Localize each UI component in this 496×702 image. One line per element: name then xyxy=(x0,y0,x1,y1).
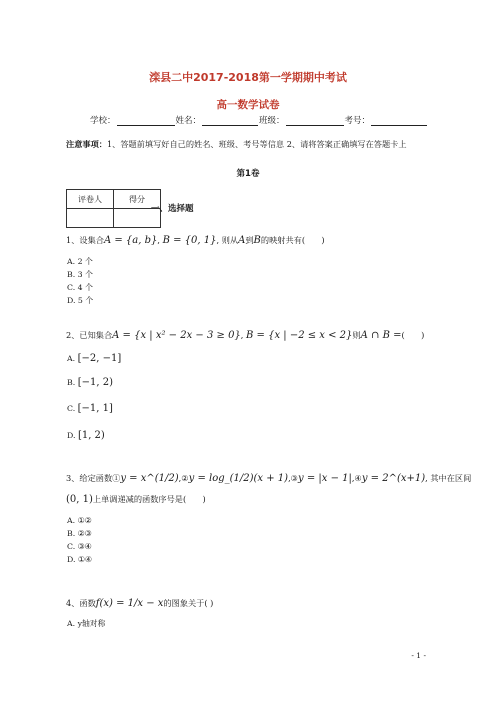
q3-interval: (0, 1) xyxy=(66,494,93,505)
q1-var-a: A xyxy=(238,235,246,246)
q1-sep: , xyxy=(157,235,163,245)
q3-text-b: , 其中在区间 xyxy=(425,473,472,483)
q1-option-a: A. 2 个 xyxy=(67,257,93,266)
q4-text-a: 4、函数 xyxy=(66,598,96,608)
q3-option-c: C. ③④ xyxy=(67,542,92,551)
q1-set-b: B = {0, 1} xyxy=(162,235,217,246)
q3-sep-2: ,③ xyxy=(288,473,299,483)
q3-option-d: D. ①④ xyxy=(67,555,92,564)
class-blank xyxy=(286,116,344,126)
q2-option-a xyxy=(67,353,121,364)
q2-set-b: B = {x | −2 ≤ x < 2} xyxy=(246,330,353,341)
notice-label: 注意事项： xyxy=(66,139,107,149)
q2-intersection: A ∩ B = xyxy=(360,330,402,341)
q1-option-b: B. 3 个 xyxy=(67,270,93,279)
q2-option-a-label: A. xyxy=(67,354,76,363)
question-3-stem-line2 xyxy=(66,494,206,505)
q2-option-b-math: [−1, 2) xyxy=(77,377,113,388)
q2-option-b xyxy=(67,377,113,388)
q2-sep: , xyxy=(240,330,247,340)
q1-option-c: C. 4 个 xyxy=(67,283,93,292)
q3-text-a: 3、给定函数① xyxy=(66,473,121,483)
exam-no-label: 考号： xyxy=(344,116,371,126)
q2-option-b-label: B. xyxy=(67,378,76,387)
grader-header: 评卷人 xyxy=(67,190,114,209)
q2-option-a-math: [−2, −1] xyxy=(77,353,122,364)
q1-text-d: 的映射共有( ) xyxy=(260,235,325,245)
q1-text-b: , 则从 xyxy=(216,235,239,245)
grader-cell xyxy=(67,209,114,228)
q3-func-1: y = x^(1/2) xyxy=(120,473,179,484)
q2-option-d-label: D. xyxy=(67,431,76,440)
q2-text-a: 2、已知集合 xyxy=(66,330,113,340)
q3-sep-3: ,④ xyxy=(351,473,362,483)
q4-text-b: 的图象关于( ) xyxy=(163,598,214,608)
notice-block xyxy=(66,138,434,151)
q3-func-4: y = 2^(x+1) xyxy=(361,473,426,484)
q1-var-b: B xyxy=(253,235,261,246)
school-blank xyxy=(117,116,175,126)
question-4-stem xyxy=(66,598,213,609)
volume-heading: 第1卷 xyxy=(236,169,260,179)
question-2-stem xyxy=(66,330,424,341)
section-heading: 一、选择题 xyxy=(151,204,194,214)
q3-func-3: y = |x − 1| xyxy=(298,473,352,484)
name-blank xyxy=(202,116,258,126)
q1-set-a: A = {a, b} xyxy=(103,235,158,246)
q2-set-a: A = {x | x² − 2x − 3 ≥ 0} xyxy=(112,330,241,341)
q1-text-c: 到 xyxy=(245,235,254,245)
score-header: 得分 xyxy=(114,190,161,209)
q3-option-b: B. ②③ xyxy=(67,529,92,538)
q3-func-2: y = log_(1/2)(x + 1) xyxy=(188,473,289,484)
q2-option-c xyxy=(67,403,113,414)
question-3-stem xyxy=(66,473,471,484)
exam-subtitle: 高一数学试卷 xyxy=(216,99,280,111)
q3-option-a: A. ①② xyxy=(67,516,92,525)
class-label: 班级： xyxy=(259,116,285,126)
page-number: - 1 - xyxy=(411,651,426,660)
q2-text-b: 则 xyxy=(352,330,361,340)
q2-option-d-math: [1, 2) xyxy=(77,430,105,441)
school-label: 学校： xyxy=(90,116,116,126)
q3-text-c: 上单调递减的函数序号是( ) xyxy=(92,494,206,504)
q1-text-a: 1、设集合 xyxy=(66,235,104,245)
grader-score-table xyxy=(66,189,161,228)
notice-text: 1、答题前填写好自己的姓名、班级、考号等信息 2、请将答案正确填写在答题卡上 xyxy=(106,139,407,149)
exam-title: 滦县二中2017-2018第一学期期中考试 xyxy=(149,71,347,84)
q4-option-a: A. y轴对称 xyxy=(67,619,106,628)
question-1-stem xyxy=(66,235,325,246)
q3-sep-1: ,② xyxy=(178,473,189,483)
student-info-line xyxy=(90,114,428,126)
q2-option-d xyxy=(67,430,105,441)
q2-option-c-math: [−1, 1] xyxy=(77,403,113,414)
exam-no-blank xyxy=(371,116,427,126)
q2-text-c: ( ) xyxy=(401,330,425,340)
q2-option-c-label: C. xyxy=(67,404,76,413)
name-label: 姓名： xyxy=(175,116,202,126)
q1-option-d: D. 5 个 xyxy=(67,296,94,305)
q4-function: f(x) = 1/x − x xyxy=(95,598,164,609)
